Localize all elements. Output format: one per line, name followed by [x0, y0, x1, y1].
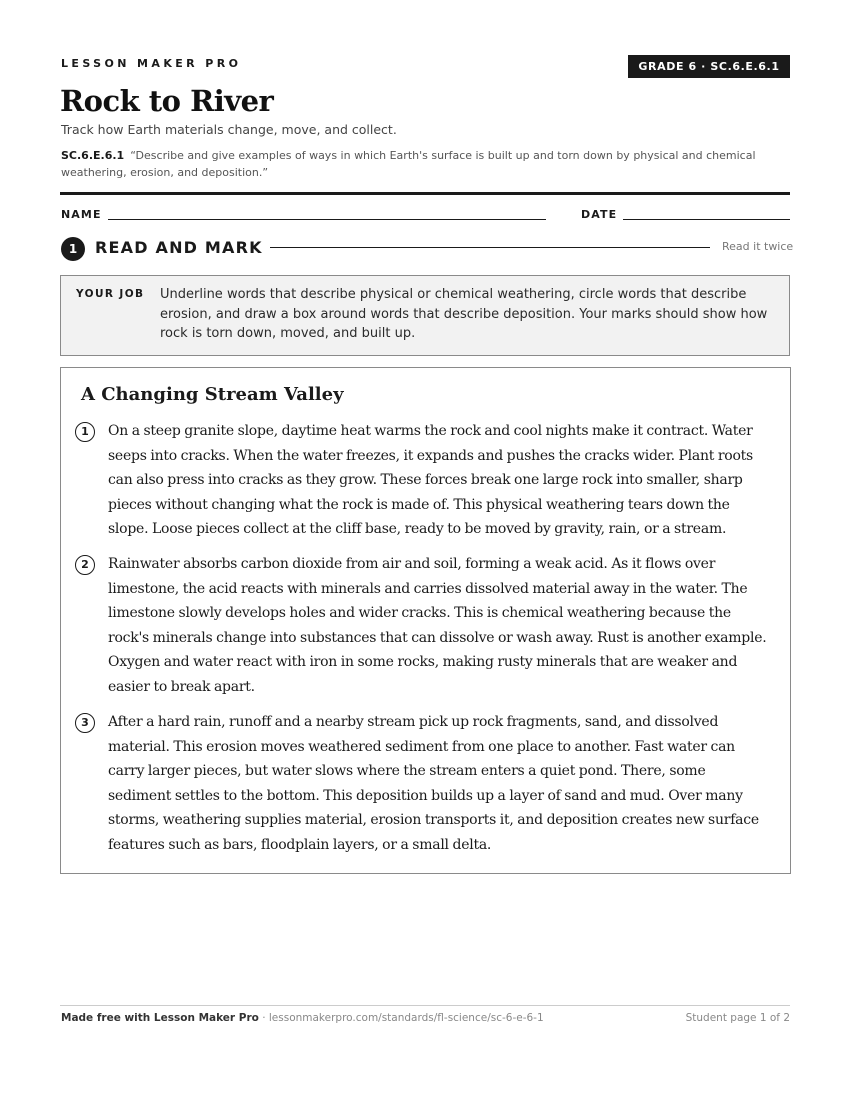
date-label: DATE — [581, 208, 618, 221]
instructions-label: YOUR JOB — [76, 288, 145, 300]
paragraph-number: 1 — [75, 422, 95, 442]
section-number-badge: 1 — [61, 237, 85, 261]
name-label: NAME — [61, 208, 102, 221]
reading-passage — [60, 367, 791, 874]
footer-url[interactable]: · lessonmakerpro.com/standards/fl-science/sc-6-e-6-1 — [258, 1012, 544, 1024]
paragraph-text: After a hard rain, runoff and a nearby stream pick up rock fragments, sand, and dissolved material. This erosion moves weathered sediment from one place to another. Fast water can carry larger pieces, but water slows where the stream enters a quiet pond. There, some sediment settles to the bottom. This deposition builds up a layer of sand and mud. Over many storms, weathering supplies material, erosion transports it, and deposition creates new surface features such as bars, floodplain layers, or a small delta. — [108, 714, 759, 853]
footer-maker: Made free with Lesson Maker Pro — [61, 1012, 259, 1024]
standard-statement — [61, 147, 761, 181]
brand-name: LESSON MAKER PRO — [61, 57, 242, 70]
page-indicator: Student page 1 of 2 — [685, 1012, 790, 1024]
footer-divider — [60, 1005, 790, 1006]
passage-paragraph-1 — [75, 419, 771, 542]
grade-badge: GRADE 6 · SC.6.E.6.1 — [628, 55, 790, 78]
instructions-text: Underline words that describe physical or chemical weathering, circle words that describe erosion, and draw a box around words that describe deposition. Your marks should show how rock is torn down, moved, and built up. — [160, 287, 768, 341]
passage-paragraph-3 — [75, 710, 771, 857]
standard-code: SC.6.E.6.1 — [61, 149, 125, 162]
paragraph-number: 2 — [75, 555, 95, 575]
header-divider — [60, 192, 790, 195]
section-rule — [270, 247, 710, 248]
date-field-line[interactable] — [623, 219, 790, 220]
paragraph-number: 3 — [75, 713, 95, 733]
page-subtitle: Track how Earth materials change, move, and collect. — [61, 122, 397, 137]
passage-paragraph-2 — [75, 552, 771, 699]
paragraph-text: On a steep granite slope, daytime heat warms the rock and cool nights make it contract. Water seeps into cracks. When the water freezes, it expands and pushes the cracks wider. Plant roots can also press into cracks as they grow. These forces break one large rock into smaller, sharp pieces without changing what the rock is made of. This physical weathering tears down the slope. Loose pieces collect at the cliff base, ready to be moved by gravity, rain, or a stream. — [108, 423, 753, 537]
passage-title: A Changing Stream Valley — [81, 384, 344, 405]
standard-text: “Describe and give examples of ways in which Earth's surface is built up and torn down by physical and chemical weathering, erosion, and deposition.” — [61, 149, 756, 179]
page-title: Rock to River — [60, 84, 274, 118]
section-note: Read it twice — [722, 240, 794, 253]
paragraph-text: Rainwater absorbs carbon dioxide from air and soil, forming a weak acid. As it flows over limestone, the acid reacts with minerals and carries dissolved material away in the water. The limestone slowly develops holes and wider cracks. This is chemical weathering because the rock's minerals change into substances that can dissolve or wash away. Rust is another example. Oxygen and water react with iron in some rocks, making rusty minerals that are weaker and easier to break apart. — [108, 556, 767, 695]
instructions-box — [60, 275, 790, 356]
footer-credit — [61, 1012, 544, 1024]
section-title: READ AND MARK — [95, 238, 263, 257]
name-field-line[interactable] — [108, 219, 546, 220]
